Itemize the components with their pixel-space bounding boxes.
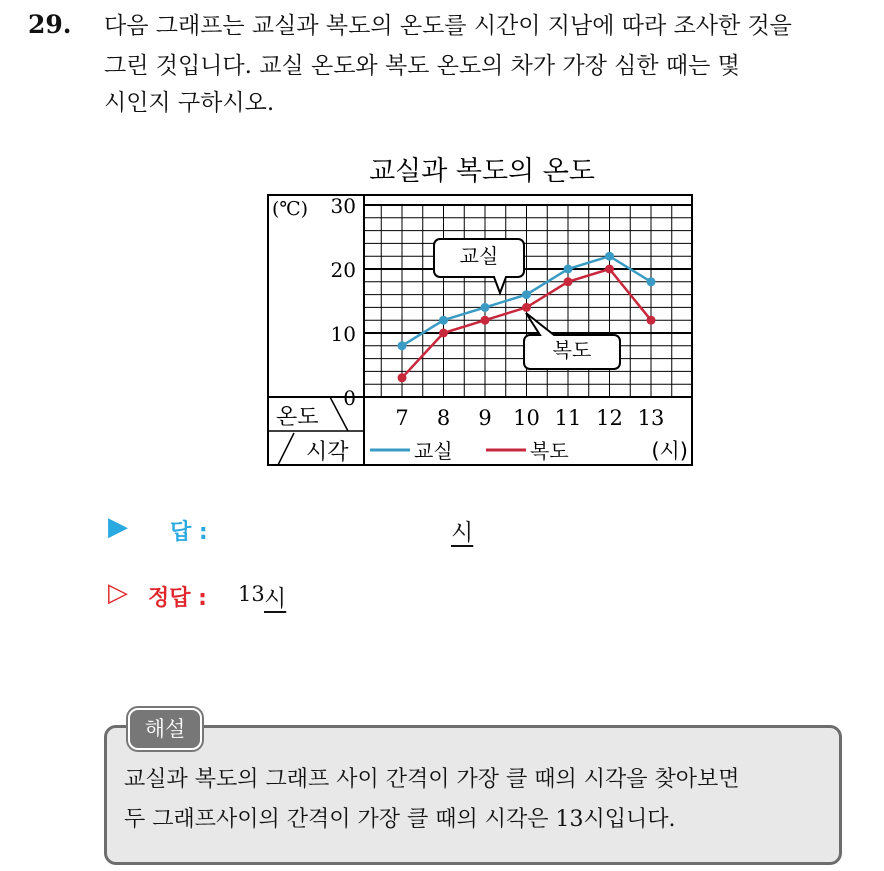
- x-tick-label: 10: [513, 406, 540, 430]
- y-tick-label: 0: [343, 386, 356, 410]
- hallway-point: [564, 277, 573, 286]
- answer-marker-icon: ▶: [108, 512, 128, 542]
- classroom-point: [439, 316, 448, 325]
- x-unit-label: (시): [651, 439, 688, 463]
- correct-answer-row: [108, 578, 287, 612]
- hallway-point: [647, 316, 656, 325]
- question-line-1: 다음 그래프는 교실과 복도의 온도를 시간이 지남에 따라 조사한 것을: [104, 13, 792, 39]
- answer-label: 답 :: [170, 520, 208, 545]
- correct-marker-icon: ▷: [108, 578, 128, 608]
- correct-unit: 시: [264, 586, 287, 612]
- question-line-3: 시인지 구하시오.: [104, 90, 275, 116]
- classroom-point: [605, 252, 614, 261]
- explanation-line-1: 교실과 복도의 그래프 사이 간격이 가장 클 때의 시각을 찾아보면: [124, 767, 740, 792]
- classroom-point: [481, 303, 490, 312]
- hallway-point: [439, 329, 448, 338]
- classroom-point: [522, 290, 531, 299]
- question-line-2: 그린 것입니다. 교실 온도와 복도 온도의 차가 가장 심한 때는 몇: [104, 53, 740, 79]
- y-tick-label: 30: [330, 194, 356, 218]
- answer-row: [108, 512, 474, 546]
- explanation-box: [104, 725, 842, 865]
- correct-label: 정답 :: [148, 586, 207, 611]
- correct-value: 13: [238, 582, 265, 606]
- x-tick-label: 8: [436, 406, 451, 430]
- y-tick-label: 10: [330, 322, 356, 346]
- hallway-point: [398, 373, 407, 382]
- y-unit-label: (℃): [272, 198, 309, 220]
- answer-unit: 시: [451, 520, 474, 546]
- header-top-label: 온도: [276, 405, 319, 430]
- legend-label: 복도: [530, 439, 569, 463]
- legend-label: 교실: [414, 439, 453, 463]
- x-tick-label: 9: [478, 406, 492, 430]
- header-slash: [278, 433, 294, 465]
- hallway-callout-label: 복도: [552, 338, 592, 362]
- line-chart: [250, 145, 710, 475]
- explanation-line-2: 두 그래프사이의 간격이 가장 클 때의 시각은 13시입니다.: [124, 807, 676, 832]
- hallway-point: [481, 316, 490, 325]
- classroom-point: [564, 265, 573, 274]
- classroom-point: [398, 341, 407, 350]
- header-bottom-label: 시각: [306, 440, 349, 465]
- explanation-tag: 해설: [128, 708, 202, 750]
- hallway-point: [522, 303, 531, 312]
- question-number: 29.: [28, 10, 72, 39]
- hallway-point: [605, 265, 614, 274]
- y-tick-label: 20: [330, 258, 356, 282]
- x-tick-label: 12: [596, 406, 623, 430]
- chart-title: 교실과 복도의 온도: [369, 156, 595, 187]
- classroom-callout-label: 교실: [459, 244, 499, 268]
- x-tick-label: 11: [554, 406, 582, 430]
- x-tick-label: 7: [395, 406, 409, 430]
- x-tick-label: 13: [637, 406, 665, 430]
- classroom-point: [647, 277, 656, 286]
